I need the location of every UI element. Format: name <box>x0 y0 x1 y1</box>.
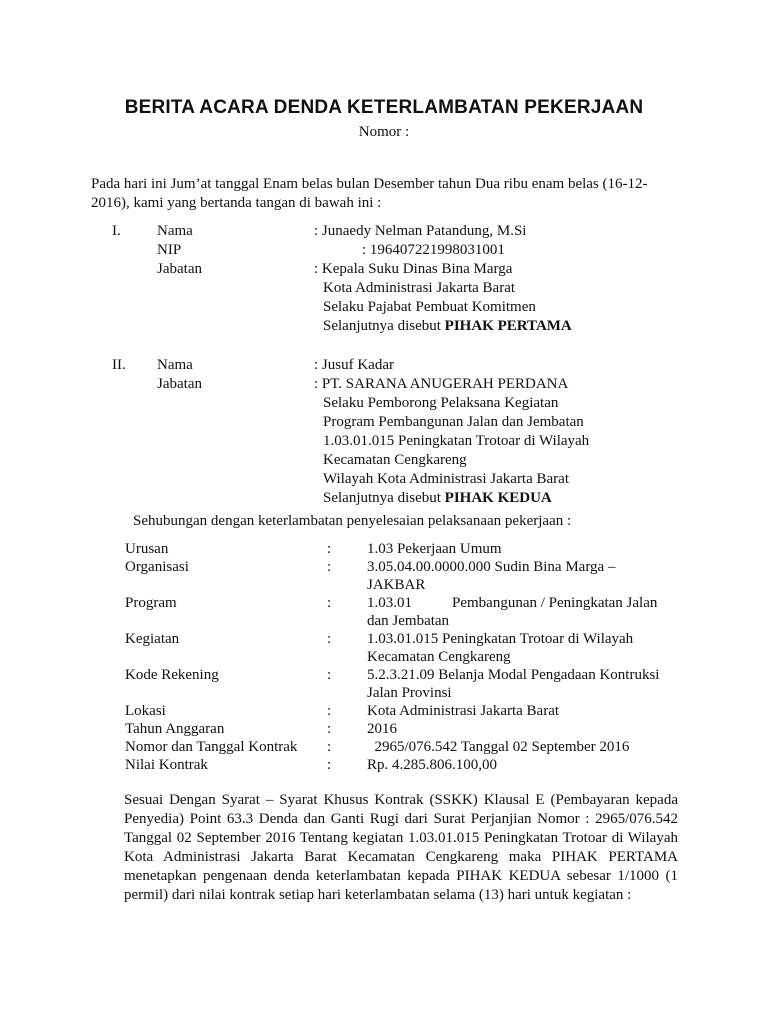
field-value-continued: Program Pembangunan Jalan dan Jembatan <box>323 414 584 430</box>
detail-label: Tahun Anggaran <box>125 721 225 737</box>
party-row-final <box>0 489 768 508</box>
detail-value: 3.05.04.00.0000.000 Sudin Bina Marga – <box>367 559 616 575</box>
party-row-line <box>0 298 768 317</box>
field-label: Jabatan <box>157 376 202 392</box>
party-row-line <box>0 470 768 489</box>
party-designation <box>323 489 552 508</box>
party-row-line <box>0 413 768 432</box>
field-label: Nama <box>157 357 193 373</box>
party-designation <box>323 317 572 336</box>
field-label: Jabatan <box>157 261 202 277</box>
closing-line: permil) dari nilai kontrak setiap hari keterlambatan selama (13) hari untuk kegiatan : <box>124 887 632 903</box>
field-value-continued: 1.03.01.015 Peningkatan Trotoar di Wilayah <box>323 433 590 449</box>
detail-value: 5.2.3.21.09 Belanja Modal Pengadaan Kontruksi <box>367 667 660 683</box>
document-number: Nomor : <box>358 124 410 140</box>
detail-label: Nomor dan Tanggal Kontrak <box>125 739 298 755</box>
document-title: BERITA ACARA DENDA KETERLAMBATAN PEKERJAAN <box>124 97 644 118</box>
context-statement: Sehubungan dengan keterlambatan penyelesaian pelaksanaan pekerjaan : <box>133 513 572 529</box>
detail-value: Rp. 4.285.806.100,00 <box>367 757 498 773</box>
detail-label: Nilai Kontrak <box>125 757 208 773</box>
detail-label: Urusan <box>125 541 169 557</box>
detail-colon: : <box>327 541 332 557</box>
detail-value-continued: dan Jembatan <box>367 613 450 629</box>
party-row-jabatan <box>0 375 768 394</box>
field-value: : PT. SARANA ANUGERAH PERDANA <box>314 376 569 392</box>
party-row-line <box>0 394 768 413</box>
designation-name: PIHAK PERTAMA <box>444 318 572 334</box>
detail-label: Program <box>125 595 177 611</box>
detail-label: Kegiatan <box>125 631 180 647</box>
detail-colon: : <box>327 721 332 737</box>
field-value-continued: Kecamatan Cengkareng <box>323 452 467 468</box>
party-row-line <box>0 279 768 298</box>
party-row-nip <box>0 241 768 260</box>
detail-value: 2016 <box>367 721 397 737</box>
closing-line: Penyedia) Point 63.3 Denda dan Ganti Rugi dari Surat Perjanjian Nomor : 2965/076.542 <box>124 811 678 827</box>
party-row-line <box>0 451 768 470</box>
party-row-nama <box>0 356 768 375</box>
field-value-continued: Wilayah Kota Administrasi Jakarta Barat <box>323 471 569 487</box>
field-value: : Jusuf Kadar <box>314 357 394 373</box>
field-label: NIP <box>157 242 182 258</box>
detail-value-continued: JAKBAR <box>367 577 426 593</box>
field-value: : Kepala Suku Dinas Bina Marga <box>314 261 513 277</box>
detail-value: 2965/076.542 Tanggal 02 September 2016 <box>367 739 630 755</box>
intro-line: Pada hari ini Jum’at tanggal Enam belas bulan Desember tahun Dua ribu enam belas (16-12- <box>91 176 648 192</box>
field-value-continued: Selaku Pemborong Pelaksana Kegiatan <box>323 395 559 411</box>
party-row-jabatan <box>0 260 768 279</box>
field-label: Nama <box>157 223 193 239</box>
detail-value: Kota Administrasi Jakarta Barat <box>367 703 560 719</box>
detail-value-continued: Jalan Provinsi <box>367 685 452 701</box>
closing-line: Tanggal 02 September 2016 Tentang kegiatan 1.03.01.015 Peningkatan Trotoar di Wilayah <box>124 830 678 846</box>
party-row-nama <box>0 222 768 241</box>
intro-paragraph <box>91 175 661 213</box>
field-value: : Junaedy Nelman Patandung, M.Si <box>314 223 527 239</box>
closing-line: Sesuai Dengan Syarat – Syarat Khusus Kontrak (SSKK) Klausal E (Pembayaran kepada <box>124 792 678 808</box>
detail-colon: : <box>327 595 332 611</box>
detail-colon: : <box>327 757 332 773</box>
detail-colon: : <box>327 739 332 755</box>
detail-colon: : <box>327 631 332 647</box>
party-row-line <box>0 432 768 451</box>
designation-prefix: Selanjutnya disebut <box>323 318 445 334</box>
detail-code: 1.03.01 <box>367 595 412 611</box>
closing-line: Kota Administrasi Jakarta Barat Kecamatan Cengkareng maka PIHAK PERTAMA <box>124 849 678 865</box>
field-value-continued: Selaku Pajabat Pembuat Komitmen <box>323 299 536 315</box>
detail-label: Kode Rekening <box>125 667 219 683</box>
field-value: : 196407221998031001 <box>362 242 505 258</box>
detail-value: 1.03 Pekerjaan Umum <box>367 541 502 557</box>
detail-label: Organisasi <box>125 559 189 575</box>
detail-colon: : <box>327 667 332 683</box>
closing-line: menetapkan pengenaan denda keterlambatan kepada PIHAK KEDUA sebesar 1/1000 (1 <box>124 868 678 884</box>
detail-label: Lokasi <box>125 703 166 719</box>
intro-line: 2016), kami yang bertanda tangan di bawah ini : <box>91 195 382 211</box>
detail-value: 1.03.01.015 Peningkatan Trotoar di Wilayah <box>367 631 634 647</box>
detail-colon: : <box>327 703 332 719</box>
party-row-final <box>0 317 768 336</box>
party-number: I. <box>112 223 121 239</box>
detail-colon: : <box>327 559 332 575</box>
detail-value: Pembangunan / Peningkatan Jalan <box>452 595 658 611</box>
detail-value-continued: Kecamatan Cengkareng <box>367 649 511 665</box>
field-value-continued: Kota Administrasi Jakarta Barat <box>323 280 516 296</box>
designation-name: PIHAK KEDUA <box>444 490 552 506</box>
closing-paragraph <box>124 791 678 905</box>
designation-prefix: Selanjutnya disebut <box>323 490 445 506</box>
party-number: II. <box>112 357 126 373</box>
